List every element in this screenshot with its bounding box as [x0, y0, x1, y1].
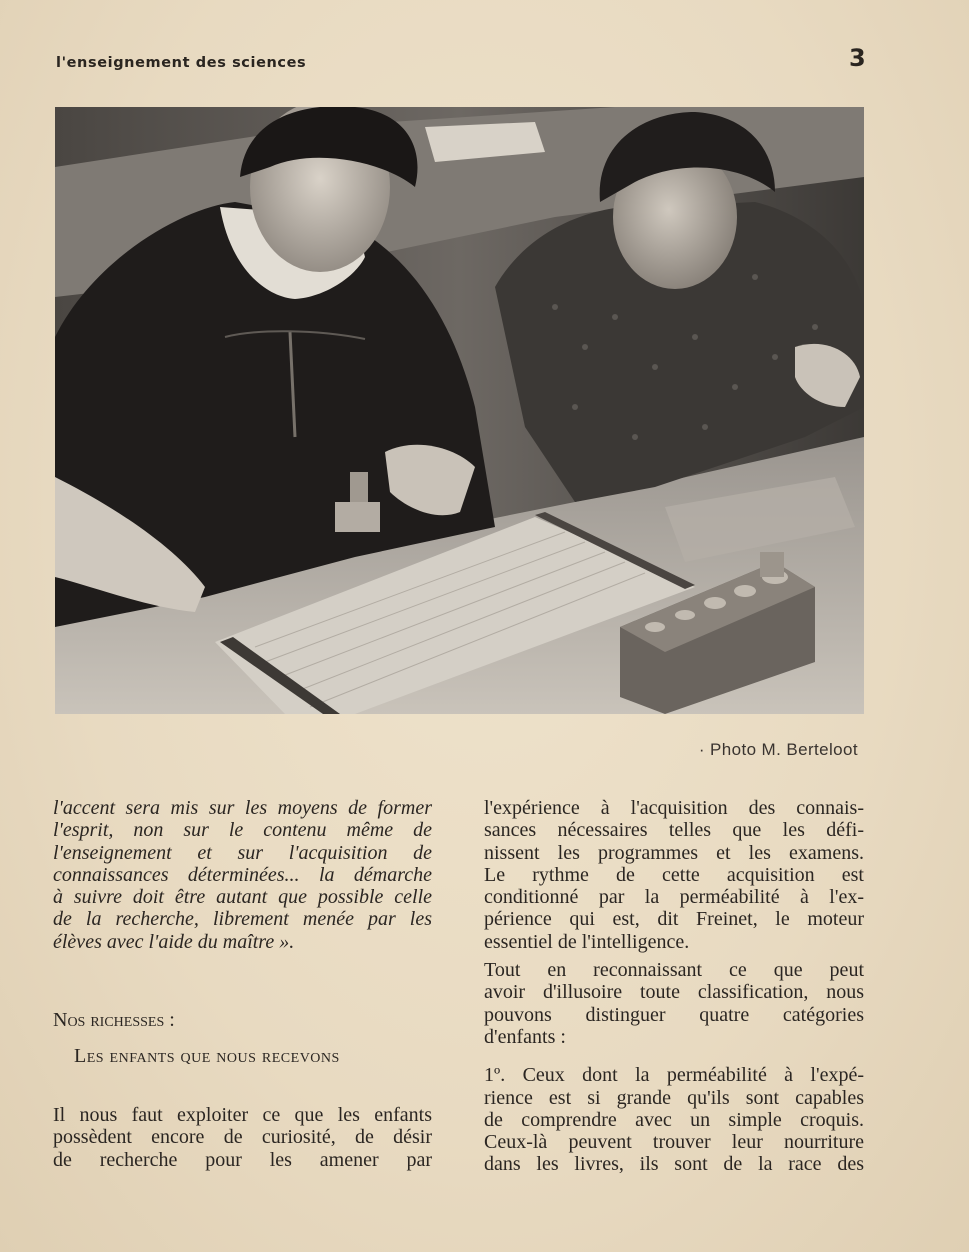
text-line: l'enseignement et sur l'acquisition de	[53, 841, 432, 864]
text-line: essentiel de l'intelligence.	[484, 930, 690, 953]
text-line: pouvons distinguer quatre catégories	[484, 1003, 864, 1026]
text-line: Il nous faut exploiter ce que les enfants	[53, 1104, 432, 1126]
text-line: Tout en reconnaissant ce que peut	[484, 959, 864, 982]
left-column-paragraph	[53, 1104, 432, 1171]
text-line: d'enfants :	[484, 1025, 566, 1048]
running-head: l'enseignement des sciences	[56, 55, 307, 71]
text-line: connaissances déterminées... la démarche	[53, 863, 432, 886]
text-line: de comprendre avec un simple croquis.	[484, 1108, 864, 1131]
text-line: rience est si grande qu'ils sont capables	[484, 1086, 864, 1109]
page-number: 3	[849, 44, 866, 72]
right-paragraph-1	[484, 797, 864, 953]
section-heading: Nos richesses :	[53, 1009, 175, 1031]
right-paragraph-3	[484, 1064, 864, 1175]
right-column	[484, 797, 864, 1176]
text-line: de la recherche, librement menée par les	[53, 908, 432, 931]
text-line: avoir d'illusoire toute classification, nous	[484, 981, 864, 1004]
text-line: nissent les programmes et les examens.	[484, 841, 864, 864]
text-line: l'expérience à l'acquisition des connais-	[484, 797, 864, 819]
text-line: possèdent encore de curiosité, de désir	[53, 1126, 432, 1149]
text-line: l'esprit, non sur le contenu même de	[53, 819, 432, 842]
text-line: sances nécessaires telles que les défi-	[484, 819, 864, 842]
text-line: à suivre doit être autant que possible celle	[53, 886, 432, 909]
left-column-quote	[53, 797, 432, 953]
text-line: conditionné par la perméabilité à l'ex-	[484, 886, 864, 909]
right-paragraph-2	[484, 959, 864, 1048]
photo-illustration	[55, 107, 864, 714]
text-line: 1º. Ceux dont la perméabilité à l'expé-	[484, 1064, 864, 1087]
text-line: dans les livres, ils sont de la race des	[484, 1153, 864, 1176]
text-line: Ceux-là peuvent trouver leur nourriture	[484, 1131, 864, 1154]
photograph	[55, 107, 864, 714]
subsection-heading: Les enfants que nous recevons	[74, 1045, 340, 1067]
text-line: l'accent sera mis sur les moyens de former	[53, 797, 432, 819]
text-line: de recherche pour les amener par	[53, 1148, 432, 1171]
text-line: élèves avec l'aide du maître ».	[53, 930, 295, 953]
photo-credit: · Photo M. Berteloot	[698, 740, 858, 759]
text-line: périence qui est, dit Freinet, le moteur	[484, 908, 864, 931]
text-line: Le rythme de cette acquisition est	[484, 863, 864, 886]
